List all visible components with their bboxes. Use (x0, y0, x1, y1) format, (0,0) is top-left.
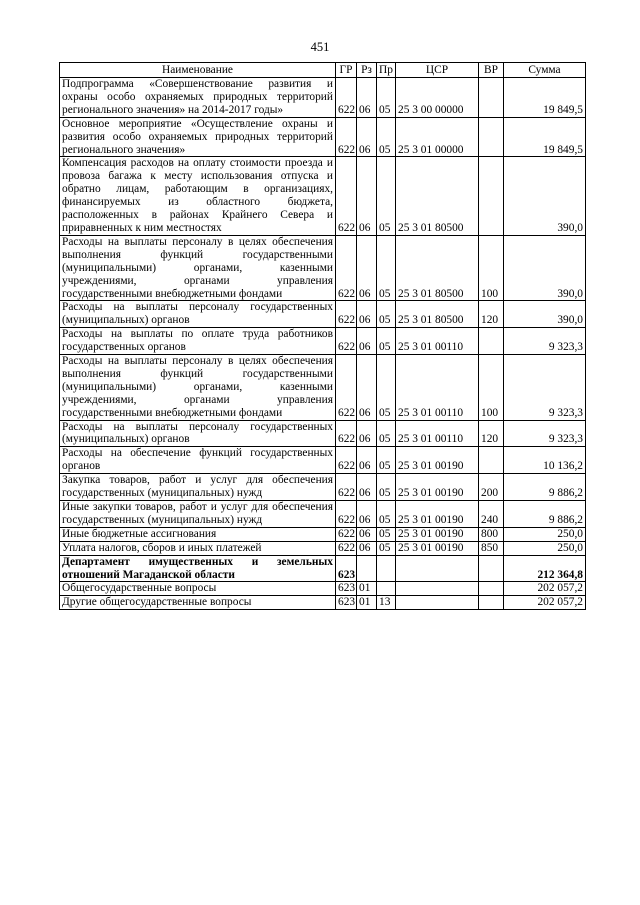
cell-vr (479, 78, 504, 118)
cell-pr: 05 (377, 527, 396, 541)
cell-csr: 25 3 01 00110 (396, 328, 479, 355)
cell-gr: 622 (336, 328, 357, 355)
cell-gr: 622 (336, 235, 357, 301)
cell-pr: 05 (377, 501, 396, 528)
table-row (60, 501, 586, 528)
cell-pr: 05 (377, 474, 396, 501)
cell-gr: 622 (336, 474, 357, 501)
header-pr: Пр (377, 63, 396, 78)
cell-vr (479, 596, 504, 610)
cell-name: Расходы на выплаты персоналу в целях обеспечения выполнения функций государственными (муниципальными) органами, казенными учреждениями, органами управления государственными внебюджетными фондами (60, 235, 336, 301)
cell-sum: 212 364,8 (504, 555, 586, 582)
cell-csr: 25 3 01 00190 (396, 501, 479, 528)
header-row (60, 63, 586, 78)
cell-sum: 9 886,2 (504, 501, 586, 528)
cell-sum: 390,0 (504, 157, 586, 235)
cell-gr: 622 (336, 78, 357, 118)
cell-gr: 622 (336, 420, 357, 447)
cell-rz: 06 (357, 235, 377, 301)
cell-pr: 05 (377, 541, 396, 555)
cell-pr: 05 (377, 157, 396, 235)
cell-gr: 623 (336, 555, 357, 582)
cell-pr: 05 (377, 355, 396, 421)
cell-vr: 100 (479, 355, 504, 421)
cell-pr: 05 (377, 447, 396, 474)
cell-rz: 01 (357, 596, 377, 610)
cell-rz (357, 555, 377, 582)
cell-csr: 25 3 01 00190 (396, 447, 479, 474)
budget-table (59, 62, 586, 610)
cell-rz: 06 (357, 301, 377, 328)
cell-pr: 05 (377, 235, 396, 301)
cell-name: Закупка товаров, работ и услуг для обеспечения государственных (муниципальных) нужд (60, 474, 336, 501)
cell-rz: 06 (357, 447, 377, 474)
table-row (60, 527, 586, 541)
header-csr: ЦСР (396, 63, 479, 78)
cell-rz: 06 (357, 420, 377, 447)
cell-vr: 240 (479, 501, 504, 528)
cell-name: Общегосударственные вопросы (60, 582, 336, 596)
cell-csr (396, 596, 479, 610)
table-row (60, 420, 586, 447)
cell-vr: 850 (479, 541, 504, 555)
cell-name: Иные закупки товаров, работ и услуг для обеспечения государственных (муниципальных) нужд (60, 501, 336, 528)
cell-gr: 622 (336, 301, 357, 328)
cell-sum: 390,0 (504, 301, 586, 328)
cell-gr: 623 (336, 596, 357, 610)
cell-pr: 05 (377, 117, 396, 157)
cell-csr: 25 3 01 80500 (396, 157, 479, 235)
table-row (60, 582, 586, 596)
cell-sum: 250,0 (504, 527, 586, 541)
cell-pr (377, 582, 396, 596)
page-number: 451 (310, 40, 330, 54)
header-vr: ВР (479, 63, 504, 78)
cell-name: Компенсация расходов на оплату стоимости проезда и провоза багажа к месту использования отпуска и обратно лицам, работающим в организациях, финансируемых из областного бюджета, расположенных в районах Крайнего Севера и приравненных к ним местностях (60, 157, 336, 235)
cell-vr (479, 582, 504, 596)
cell-pr: 05 (377, 301, 396, 328)
cell-gr: 622 (336, 541, 357, 555)
cell-name: Основное мероприятие «Осуществление охраны и развития особо охраняемых природных территорий регионального значения» (60, 117, 336, 157)
cell-pr (377, 555, 396, 582)
cell-rz: 06 (357, 541, 377, 555)
cell-name: Расходы на обеспечение функций государственных органов (60, 447, 336, 474)
header-sum: Сумма (504, 63, 586, 78)
cell-vr (479, 117, 504, 157)
cell-pr: 05 (377, 420, 396, 447)
cell-rz: 06 (357, 527, 377, 541)
cell-sum: 9 323,3 (504, 355, 586, 421)
cell-vr (479, 157, 504, 235)
cell-csr: 25 3 01 00000 (396, 117, 479, 157)
cell-csr (396, 582, 479, 596)
cell-rz: 01 (357, 582, 377, 596)
cell-rz: 06 (357, 474, 377, 501)
cell-name: Расходы на выплаты персоналу в целях обеспечения выполнения функций государственными (муниципальными) органами, казенными учреждениями, органами управления государственными внебюджетными фондами (60, 355, 336, 421)
cell-csr: 25 3 01 00190 (396, 474, 479, 501)
header-name: Наименование (60, 63, 336, 78)
table-row (60, 157, 586, 235)
cell-vr (479, 328, 504, 355)
cell-gr: 622 (336, 157, 357, 235)
cell-gr: 622 (336, 527, 357, 541)
cell-rz: 06 (357, 328, 377, 355)
cell-csr: 25 3 00 00000 (396, 78, 479, 118)
cell-sum: 19 849,5 (504, 117, 586, 157)
cell-gr: 623 (336, 582, 357, 596)
cell-csr: 25 3 01 00110 (396, 420, 479, 447)
cell-rz: 06 (357, 157, 377, 235)
cell-vr (479, 447, 504, 474)
cell-name: Расходы на выплаты персоналу государственных (муниципальных) органов (60, 420, 336, 447)
cell-pr: 05 (377, 328, 396, 355)
cell-name: Расходы на выплаты по оплате труда работников государственных органов (60, 328, 336, 355)
table-row (60, 541, 586, 555)
cell-gr: 622 (336, 447, 357, 474)
cell-sum: 390,0 (504, 235, 586, 301)
cell-csr: 25 3 01 00110 (396, 355, 479, 421)
table-row (60, 78, 586, 118)
cell-csr: 25 3 01 00190 (396, 527, 479, 541)
cell-name: Уплата налогов, сборов и иных платежей (60, 541, 336, 555)
cell-sum: 202 057,2 (504, 596, 586, 610)
cell-sum: 19 849,5 (504, 78, 586, 118)
cell-gr: 622 (336, 355, 357, 421)
table-row (60, 555, 586, 582)
table-body (60, 78, 586, 610)
cell-vr: 100 (479, 235, 504, 301)
cell-sum: 9 886,2 (504, 474, 586, 501)
cell-rz: 06 (357, 501, 377, 528)
cell-name: Иные бюджетные ассигнования (60, 527, 336, 541)
cell-name: Расходы на выплаты персоналу государственных (муниципальных) органов (60, 301, 336, 328)
cell-pr: 05 (377, 78, 396, 118)
cell-name: Департамент имущественных и земельных отношений Магаданской области (60, 555, 336, 582)
cell-sum: 9 323,3 (504, 420, 586, 447)
cell-csr: 25 3 01 00190 (396, 541, 479, 555)
cell-gr: 622 (336, 501, 357, 528)
cell-vr (479, 555, 504, 582)
cell-sum: 9 323,3 (504, 328, 586, 355)
cell-rz: 06 (357, 117, 377, 157)
header-rz: Рз (357, 63, 377, 78)
cell-csr (396, 555, 479, 582)
cell-sum: 250,0 (504, 541, 586, 555)
cell-csr: 25 3 01 80500 (396, 301, 479, 328)
table-row (60, 328, 586, 355)
table-row (60, 235, 586, 301)
table-header (60, 63, 586, 78)
table-row (60, 474, 586, 501)
cell-vr: 800 (479, 527, 504, 541)
cell-sum: 10 136,2 (504, 447, 586, 474)
cell-vr: 200 (479, 474, 504, 501)
cell-name: Другие общегосударственные вопросы (60, 596, 336, 610)
cell-vr: 120 (479, 420, 504, 447)
cell-gr: 622 (336, 117, 357, 157)
cell-rz: 06 (357, 355, 377, 421)
table-row (60, 117, 586, 157)
cell-name: Подпрограмма «Совершенствование развития и охраны особо охраняемых природных территорий регионального значения» на 2014-2017 годы» (60, 78, 336, 118)
cell-rz: 06 (357, 78, 377, 118)
table-row (60, 596, 586, 610)
table-row (60, 355, 586, 421)
cell-csr: 25 3 01 80500 (396, 235, 479, 301)
cell-pr: 13 (377, 596, 396, 610)
cell-sum: 202 057,2 (504, 582, 586, 596)
cell-vr: 120 (479, 301, 504, 328)
table-row (60, 447, 586, 474)
table-row (60, 301, 586, 328)
header-gr: ГР (336, 63, 357, 78)
